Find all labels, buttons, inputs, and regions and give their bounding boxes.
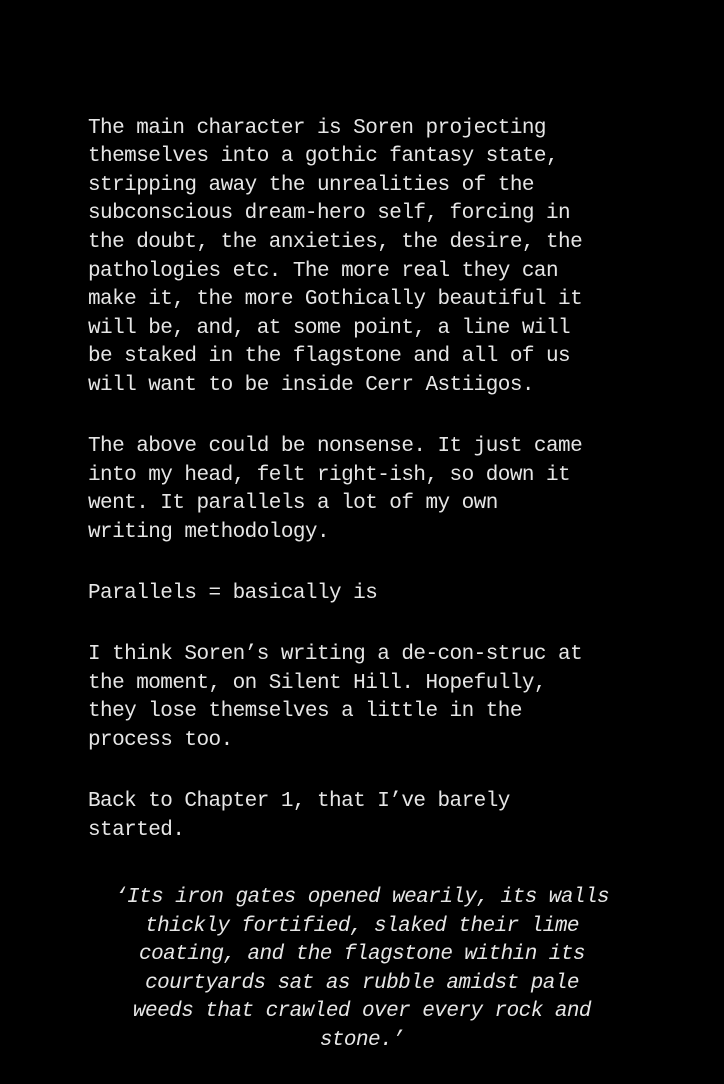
paragraph-deconstruc: I think Soren’s writing a de-con-struc at the moment, on Silent Hill. Hopefully, they lose themselves a little in the process too. <box>88 643 583 753</box>
paragraph-parallels: Parallels = basically is <box>88 582 378 606</box>
paragraph-nonsense: The above could be nonsense. It just came into my head, felt right-ish, so down it went. It parallels a lot of my own writing methodology. <box>88 435 583 544</box>
document-body <box>88 86 636 1084</box>
paragraph-chapter-1: Back to Chapter 1, that I’ve barely started. <box>88 790 510 842</box>
paragraph-soren-projection: The main character is Soren projecting themselves into a gothic fantasy state, stripping away the unrealities of the subconscious dream-hero self, forcing in the doubt, the anxieties, the desire, the pathologies etc. The more real they can make it, the more Gothically beautiful it will be, and, at some point, a line will be staked in the flagstone and all of us will want to be inside Cerr Astiigos. <box>88 116 583 397</box>
block-quote: ‘Its iron gates opened wearily, its walls thickly fortified, slaked their lime coating, and the flagstone within its courtyards sat as rubble amidst pale weeds that crawled over every rock and stone.’ <box>114 886 610 1052</box>
